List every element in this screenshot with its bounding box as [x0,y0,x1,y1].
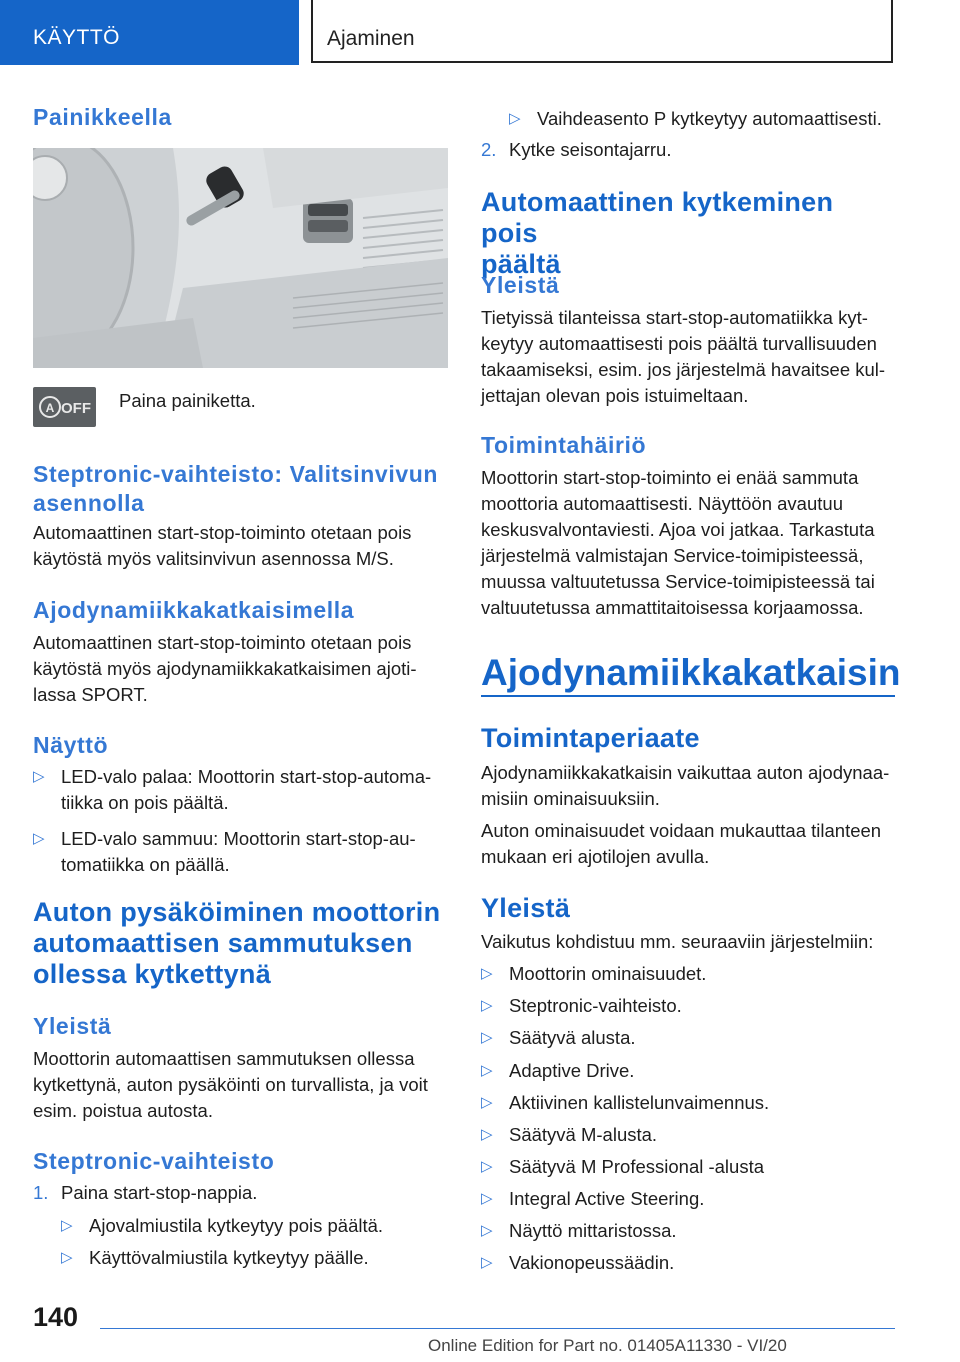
list-item [509,106,882,132]
step-item [33,1180,257,1206]
bullet-triangle-icon: ▷ [481,1029,493,1046]
heading-parking [33,897,440,990]
heading-line: asennolla [33,490,145,516]
step-number: 2. [481,139,497,160]
heading-steptronic: Steptronic-vaihteisto [33,1148,275,1174]
bullet-triangle-icon: ▷ [481,997,493,1014]
bullet-triangle-icon: ▷ [481,1158,493,1175]
heading-line: automaattisen sammutuksen [33,928,413,958]
text-line: käytöstä myös ajodynamiikkakatkaisimen ajoti- [33,658,417,679]
bullet-triangle-icon: ▷ [33,830,45,847]
bullet-triangle-icon: ▷ [481,1222,493,1239]
list-item [481,1218,677,1244]
bullet-triangle-icon: ▷ [61,1249,73,1266]
text-line: moottoria automaattisesti. Näyttöön avautuu [481,493,843,514]
heading-general: Yleistä [481,272,560,298]
list-item [481,1186,704,1212]
general-paragraph [33,1046,428,1124]
heading-auto-off [481,187,895,280]
auto-start-stop-off-icon [33,387,96,427]
effect-text: Vaikutus kohdistuu mm. seuraaviin järjestelmiin: [481,931,874,952]
text-line: tiikka on pois päältä. [61,792,229,813]
svg-text:A: A [45,401,55,415]
dashboard-photo [33,148,448,368]
footer-rule [100,1328,895,1329]
text-line: valtuutetussa ammattitaitoisessa korjaamossa. [481,597,864,618]
bullet-triangle-icon: ▷ [481,1062,493,1079]
edition-text: Online Edition for Part no. 01405A11330 - VI/20 [428,1336,787,1355]
text-line: Moottorin start-stop-toiminto ei enää sammuta [481,467,859,488]
heading-general: Yleistä [33,1013,112,1039]
text-line: LED-valo palaa: Moottorin start-stop-automa- [61,766,432,787]
text-line: Näyttö mittaristossa. [509,1220,677,1241]
heading-driving-switch: Ajodynamiikkakatkaisimella [33,597,355,623]
text-line: Automaattinen start-stop-toiminto otetaan pois [33,522,412,543]
text-line: esim. poistua autosta. [33,1100,213,1121]
text-line: Auton ominaisuudet voidaan mukauttaa tilanteen [481,820,882,841]
text-line: järjestelmä valmistajan Service-toimipisteessä, [481,545,864,566]
text-line: Integral Active Steering. [509,1188,705,1209]
list-item [33,826,416,878]
text-line: keskusvalvontaviesti. Ajoa voi jatkaa. Tarkastuta [481,519,875,540]
text-line: Vakionopeussäädin. [509,1252,675,1273]
text-line: Ajodynamiikkakatkaisin vaikuttaa auton ajodynaa- [481,762,890,783]
list-item [481,1025,636,1051]
text-line: Steptronic-vaihteisto. [509,995,682,1016]
list-item [481,1122,657,1148]
list-item [481,1058,634,1084]
list-item [481,1090,769,1116]
page-number: 140 [33,1302,79,1332]
bullet-triangle-icon: ▷ [61,1217,73,1234]
text-line: Ajovalmiustila kytkeytyy pois päältä. [89,1215,384,1236]
text-line: Automaattinen start-stop-toiminto otetaan pois [33,632,412,653]
svg-text:OFF: OFF [61,400,91,417]
bullet-triangle-icon: ▷ [481,1126,493,1143]
heading-line: Automaattinen kytkeminen pois [481,187,834,248]
text-line: LED-valo sammuu: Moottorin start-stop-au- [61,828,416,849]
text-line: Säätyvä M Professional -alusta [509,1156,765,1177]
text-line: mukaan eri ajotilojen avulla. [481,846,710,867]
bullet-triangle-icon: ▷ [509,110,521,127]
heading-display: Näyttö [33,732,109,758]
heading-malfunction: Toimintahäiriö [481,432,647,458]
text-line: Adaptive Drive. [509,1060,635,1081]
text-line: Moottorin ominaisuudet. [509,963,707,984]
step-number: 1. [33,1182,49,1203]
text-line: kytkettynä, auton pysäköinti on turvallista, ja voit [33,1074,428,1095]
chapter-heading: Ajodynamiikkakatkaisin [481,652,901,693]
text-line: Kytke seisontajarru. [509,139,672,160]
list-item [481,993,682,1019]
chapter-heading-rule [481,695,895,697]
heading-painikkeella: Painikkeella [33,104,172,130]
principle-paragraph-1 [481,760,889,812]
heading-line: Auton pysäköiminen moottorin [33,897,441,927]
list-item [61,1245,369,1271]
heading-line: ollessa kytkettynä [33,959,272,989]
malfunction-paragraph [481,465,875,621]
section-title: KÄYTTÖ [33,26,121,49]
text-line: jettajan olevan pois istuimeltaan. [481,385,749,406]
text-line: Paina start-stop-nappia. [61,1182,258,1203]
list-item [481,961,706,987]
text-line: Käyttövalmiustila kytkeytyy päälle. [89,1247,369,1268]
text-line: tomatiikka on päällä. [61,854,230,875]
text-line: misiin ominaisuuksiin. [481,788,660,809]
press-button-text: Paina painiketta. [119,390,256,411]
text-line: muussa valtuutetussa Service-toimipisteessä tai [481,571,875,592]
text-line: Säätyvä M-alusta. [509,1124,658,1145]
chapter-title: Ajaminen [327,27,415,50]
heading-line: Steptronic-vaihteisto: Valitsinvivun [33,461,439,487]
text-line: Tietyissä tilanteissa start-stop-automatiikka kyt- [481,307,868,328]
dashboard-illustration [33,148,448,368]
bullet-triangle-icon: ▷ [481,1094,493,1111]
list-item [33,764,431,816]
general-paragraph [481,305,885,409]
driving-switch-paragraph [33,630,417,708]
list-item [481,1250,674,1276]
bullet-triangle-icon: ▷ [481,965,493,982]
text-line: keytyy automaattisesti pois päältä turvallisuuden [481,333,877,354]
chapter-tab [311,0,893,63]
bullet-triangle-icon: ▷ [481,1254,493,1271]
text-line: Moottorin automaattisen sammutuksen ollessa [33,1048,415,1069]
text-line: Säätyvä alusta. [509,1027,636,1048]
heading-steptronic-lever [33,460,438,518]
heading-line: päältä [481,249,561,279]
heading-general-2: Yleistä [481,893,571,923]
text-line: Aktiivinen kallistelunvaimennus. [509,1092,770,1113]
bullet-triangle-icon: ▷ [33,768,45,785]
bullet-triangle-icon: ▷ [481,1190,493,1207]
step-item [481,137,671,163]
text-line: käytöstä myös valitsinvivun asennossa M/S. [33,548,394,569]
text-line: lassa SPORT. [33,684,148,705]
section-tab [0,0,299,65]
list-item [61,1213,383,1239]
list-item [481,1154,764,1180]
text-line: Vaihdeasento P kytkeytyy automaattisesti. [537,108,882,129]
heading-principle: Toimintaperiaate [481,723,700,753]
steptronic-lever-paragraph [33,520,411,572]
principle-paragraph-2 [481,818,881,870]
text-line: takaamiseksi, esim. jos järjestelmä havaitsee kul- [481,359,886,380]
